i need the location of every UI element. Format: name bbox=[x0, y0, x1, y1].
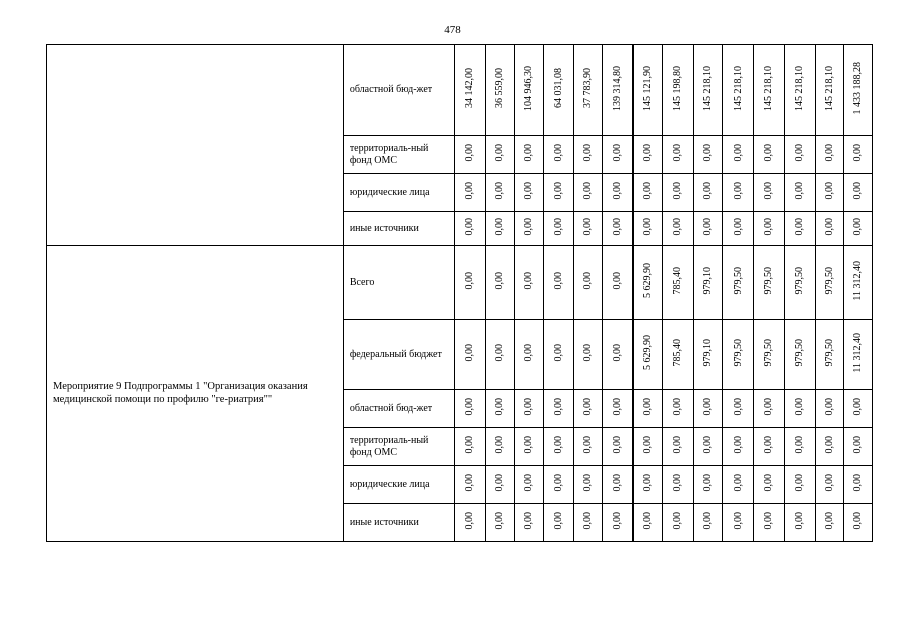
value-cell bbox=[784, 390, 815, 428]
value-cell bbox=[693, 504, 723, 542]
value-cell bbox=[455, 504, 486, 542]
value-text: 0,00 bbox=[611, 436, 623, 454]
value-text: 0,00 bbox=[793, 182, 805, 200]
value-cell bbox=[633, 212, 663, 246]
value-text: 0,00 bbox=[464, 512, 476, 530]
value-text: 0,00 bbox=[702, 398, 714, 416]
value-text: 0,00 bbox=[582, 512, 594, 530]
value-cell bbox=[455, 466, 486, 504]
value-text: 979,10 bbox=[702, 339, 714, 367]
value-text: 0,00 bbox=[852, 398, 864, 416]
value-cell bbox=[514, 246, 544, 320]
value-text: 0,00 bbox=[552, 182, 564, 200]
value-cell bbox=[693, 320, 723, 390]
value-text: 0,00 bbox=[464, 344, 476, 362]
value-text: 0,00 bbox=[494, 344, 506, 362]
value-text: 0,00 bbox=[464, 398, 476, 416]
value-text: 0,00 bbox=[552, 218, 564, 236]
value-cell bbox=[602, 390, 633, 428]
value-cell bbox=[693, 45, 723, 136]
value-text: 0,00 bbox=[732, 398, 744, 416]
value-text: 0,00 bbox=[852, 182, 864, 200]
value-text: 145 121,90 bbox=[642, 65, 654, 111]
value-cell bbox=[602, 174, 633, 212]
value-text: 0,00 bbox=[763, 218, 775, 236]
value-cell bbox=[723, 212, 754, 246]
value-cell bbox=[633, 504, 663, 542]
value-text: 145 218,10 bbox=[763, 65, 775, 111]
value-cell bbox=[663, 428, 694, 466]
value-cell bbox=[844, 136, 873, 174]
value-text: 979,10 bbox=[702, 267, 714, 295]
value-text: 0,00 bbox=[464, 144, 476, 162]
value-text: 0,00 bbox=[793, 512, 805, 530]
value-cell bbox=[693, 428, 723, 466]
value-text: 0,00 bbox=[523, 512, 535, 530]
value-cell bbox=[574, 212, 603, 246]
value-cell bbox=[455, 136, 486, 174]
funding-source-cell: иные источники bbox=[343, 504, 455, 542]
value-cell bbox=[486, 212, 515, 246]
value-cell bbox=[486, 174, 515, 212]
value-text: 0,00 bbox=[672, 512, 684, 530]
value-text: 0,00 bbox=[672, 474, 684, 492]
value-cell bbox=[815, 136, 844, 174]
value-text: 0,00 bbox=[464, 272, 476, 290]
value-text: 0,00 bbox=[642, 144, 654, 162]
value-text: 5 629,90 bbox=[642, 335, 654, 371]
value-cell bbox=[455, 212, 486, 246]
value-text: 145 218,10 bbox=[793, 65, 805, 111]
value-text: 0,00 bbox=[464, 436, 476, 454]
value-cell bbox=[486, 246, 515, 320]
value-cell bbox=[602, 45, 633, 136]
value-cell bbox=[486, 428, 515, 466]
value-cell bbox=[663, 246, 694, 320]
value-text: 0,00 bbox=[552, 144, 564, 162]
value-cell bbox=[784, 45, 815, 136]
funding-source-cell: юридические лица bbox=[343, 174, 455, 212]
value-cell bbox=[844, 320, 873, 390]
value-text: 0,00 bbox=[582, 144, 594, 162]
value-text: 0,00 bbox=[611, 398, 623, 416]
value-cell bbox=[455, 320, 486, 390]
value-cell bbox=[544, 246, 574, 320]
value-cell bbox=[574, 390, 603, 428]
page-number: 478 bbox=[444, 24, 461, 36]
value-text: 0,00 bbox=[494, 474, 506, 492]
value-cell bbox=[693, 212, 723, 246]
value-cell bbox=[602, 466, 633, 504]
value-text: 0,00 bbox=[464, 218, 476, 236]
value-text: 0,00 bbox=[823, 144, 835, 162]
value-text: 0,00 bbox=[582, 182, 594, 200]
value-text: 5 629,90 bbox=[642, 263, 654, 299]
value-cell bbox=[602, 504, 633, 542]
value-text: 0,00 bbox=[642, 474, 654, 492]
value-cell bbox=[693, 246, 723, 320]
value-text: 0,00 bbox=[582, 436, 594, 454]
value-text: 0,00 bbox=[611, 218, 623, 236]
value-text: 0,00 bbox=[672, 218, 684, 236]
value-cell bbox=[784, 320, 815, 390]
value-text: 0,00 bbox=[523, 272, 535, 290]
value-cell bbox=[723, 320, 754, 390]
value-cell bbox=[784, 466, 815, 504]
value-text: 0,00 bbox=[552, 474, 564, 492]
value-text: 64 031,08 bbox=[552, 68, 564, 109]
value-cell bbox=[574, 428, 603, 466]
event-cell: Мероприятие 9 Подпрограммы 1 "Организация оказания медицинской помощи по профилю "ге-риатрия"" bbox=[47, 246, 344, 542]
value-text: 0,00 bbox=[642, 398, 654, 416]
value-cell bbox=[633, 136, 663, 174]
value-text: 0,00 bbox=[823, 436, 835, 454]
value-text: 145 218,10 bbox=[823, 65, 835, 111]
value-cell bbox=[544, 428, 574, 466]
value-cell bbox=[544, 390, 574, 428]
value-cell bbox=[723, 428, 754, 466]
value-cell bbox=[514, 504, 544, 542]
value-text: 0,00 bbox=[523, 398, 535, 416]
value-text: 0,00 bbox=[763, 182, 775, 200]
value-text: 0,00 bbox=[464, 182, 476, 200]
value-text: 0,00 bbox=[732, 474, 744, 492]
value-text: 979,50 bbox=[823, 267, 835, 295]
value-cell bbox=[723, 136, 754, 174]
value-text: 0,00 bbox=[732, 512, 744, 530]
event-cell bbox=[47, 45, 344, 246]
value-cell bbox=[455, 246, 486, 320]
value-text: 0,00 bbox=[611, 474, 623, 492]
value-cell bbox=[663, 390, 694, 428]
value-cell bbox=[693, 174, 723, 212]
value-cell bbox=[754, 428, 785, 466]
value-text: 0,00 bbox=[494, 272, 506, 290]
value-cell bbox=[784, 174, 815, 212]
value-text: 0,00 bbox=[702, 182, 714, 200]
value-cell bbox=[514, 136, 544, 174]
value-cell bbox=[784, 428, 815, 466]
value-cell bbox=[663, 466, 694, 504]
value-cell bbox=[663, 504, 694, 542]
table-row bbox=[47, 45, 873, 136]
value-text: 0,00 bbox=[611, 144, 623, 162]
value-cell bbox=[663, 45, 694, 136]
value-text: 785,40 bbox=[672, 339, 684, 367]
value-cell bbox=[723, 466, 754, 504]
value-text: 1 433 188,28 bbox=[852, 62, 864, 115]
funding-source-cell: иные источники bbox=[343, 212, 455, 246]
funding-source-cell: территориаль-ный фонд ОМС bbox=[343, 136, 455, 174]
value-cell bbox=[486, 320, 515, 390]
value-cell bbox=[633, 390, 663, 428]
value-cell bbox=[844, 504, 873, 542]
funding-source-cell: областной бюд-жет bbox=[343, 45, 455, 136]
value-text: 0,00 bbox=[494, 512, 506, 530]
value-cell bbox=[633, 246, 663, 320]
value-text: 0,00 bbox=[552, 398, 564, 416]
value-cell bbox=[602, 212, 633, 246]
value-cell bbox=[544, 136, 574, 174]
value-cell bbox=[784, 246, 815, 320]
value-text: 0,00 bbox=[523, 182, 535, 200]
value-cell bbox=[784, 136, 815, 174]
value-cell bbox=[815, 466, 844, 504]
value-cell bbox=[455, 390, 486, 428]
value-cell bbox=[514, 174, 544, 212]
value-text: 0,00 bbox=[702, 218, 714, 236]
value-text: 0,00 bbox=[763, 398, 775, 416]
table-body bbox=[47, 45, 873, 542]
value-cell bbox=[844, 390, 873, 428]
value-text: 0,00 bbox=[823, 218, 835, 236]
value-cell bbox=[784, 504, 815, 542]
value-text: 0,00 bbox=[852, 218, 864, 236]
value-cell bbox=[544, 320, 574, 390]
funding-source-cell: областной бюд-жет bbox=[343, 390, 455, 428]
value-cell bbox=[574, 320, 603, 390]
value-text: 37 783,90 bbox=[582, 68, 594, 109]
value-text: 0,00 bbox=[552, 436, 564, 454]
value-text: 0,00 bbox=[494, 436, 506, 454]
value-text: 979,50 bbox=[823, 339, 835, 367]
value-cell bbox=[574, 466, 603, 504]
value-text: 0,00 bbox=[672, 144, 684, 162]
value-cell bbox=[693, 390, 723, 428]
value-cell bbox=[815, 212, 844, 246]
value-cell bbox=[602, 246, 633, 320]
value-cell bbox=[754, 320, 785, 390]
value-cell bbox=[486, 45, 515, 136]
value-text: 0,00 bbox=[823, 182, 835, 200]
value-text: 0,00 bbox=[823, 512, 835, 530]
value-cell bbox=[602, 136, 633, 174]
table-row bbox=[47, 246, 873, 320]
value-text: 0,00 bbox=[793, 436, 805, 454]
funding-source-cell: Всего bbox=[343, 246, 455, 320]
value-cell bbox=[815, 428, 844, 466]
value-text: 0,00 bbox=[552, 272, 564, 290]
value-cell bbox=[544, 45, 574, 136]
value-text: 979,50 bbox=[732, 267, 744, 295]
value-text: 0,00 bbox=[702, 512, 714, 530]
value-text: 36 559,00 bbox=[494, 68, 506, 109]
value-text: 0,00 bbox=[582, 344, 594, 362]
value-text: 0,00 bbox=[793, 474, 805, 492]
value-cell bbox=[574, 174, 603, 212]
value-cell bbox=[602, 320, 633, 390]
value-cell bbox=[844, 466, 873, 504]
value-text: 34 142,00 bbox=[464, 68, 476, 109]
value-text: 0,00 bbox=[582, 474, 594, 492]
value-text: 0,00 bbox=[702, 436, 714, 454]
value-cell bbox=[544, 466, 574, 504]
value-text: 0,00 bbox=[672, 436, 684, 454]
value-cell bbox=[844, 428, 873, 466]
value-text: 0,00 bbox=[702, 144, 714, 162]
value-cell bbox=[693, 136, 723, 174]
value-cell bbox=[574, 246, 603, 320]
value-cell bbox=[574, 136, 603, 174]
value-cell bbox=[844, 174, 873, 212]
value-cell bbox=[544, 504, 574, 542]
value-text: 0,00 bbox=[852, 512, 864, 530]
value-text: 0,00 bbox=[523, 474, 535, 492]
value-cell bbox=[486, 504, 515, 542]
value-cell bbox=[514, 45, 544, 136]
value-cell bbox=[514, 466, 544, 504]
value-cell bbox=[754, 45, 785, 136]
value-text: 0,00 bbox=[523, 218, 535, 236]
value-text: 979,50 bbox=[793, 267, 805, 295]
value-cell bbox=[602, 428, 633, 466]
value-text: 0,00 bbox=[523, 436, 535, 454]
value-text: 0,00 bbox=[523, 344, 535, 362]
value-text: 785,40 bbox=[672, 267, 684, 295]
value-cell bbox=[723, 246, 754, 320]
value-cell bbox=[514, 428, 544, 466]
value-cell bbox=[723, 504, 754, 542]
value-text: 0,00 bbox=[552, 512, 564, 530]
value-cell bbox=[663, 320, 694, 390]
value-cell bbox=[784, 212, 815, 246]
value-text: 104 946,30 bbox=[523, 65, 535, 111]
value-text: 0,00 bbox=[732, 182, 744, 200]
value-text: 11 312,40 bbox=[852, 332, 864, 373]
value-text: 979,50 bbox=[763, 267, 775, 295]
value-text: 0,00 bbox=[763, 436, 775, 454]
value-cell bbox=[455, 45, 486, 136]
value-cell bbox=[754, 466, 785, 504]
value-text: 0,00 bbox=[494, 182, 506, 200]
value-text: 0,00 bbox=[852, 436, 864, 454]
value-cell bbox=[815, 246, 844, 320]
value-text: 0,00 bbox=[582, 272, 594, 290]
value-cell bbox=[815, 320, 844, 390]
value-text: 0,00 bbox=[494, 398, 506, 416]
value-cell bbox=[815, 174, 844, 212]
value-text: 0,00 bbox=[582, 398, 594, 416]
value-text: 0,00 bbox=[852, 474, 864, 492]
value-cell bbox=[754, 136, 785, 174]
value-text: 0,00 bbox=[642, 182, 654, 200]
value-text: 139 314,80 bbox=[611, 65, 623, 111]
value-text: 0,00 bbox=[642, 512, 654, 530]
value-cell bbox=[844, 212, 873, 246]
budget-table bbox=[46, 44, 873, 542]
value-cell bbox=[455, 428, 486, 466]
value-text: 0,00 bbox=[552, 344, 564, 362]
value-text: 0,00 bbox=[494, 144, 506, 162]
value-cell bbox=[455, 174, 486, 212]
value-cell bbox=[723, 390, 754, 428]
value-text: 0,00 bbox=[793, 144, 805, 162]
value-cell bbox=[844, 45, 873, 136]
value-text: 0,00 bbox=[823, 474, 835, 492]
value-text: 0,00 bbox=[852, 144, 864, 162]
value-cell bbox=[544, 212, 574, 246]
value-text: 145 198,80 bbox=[672, 65, 684, 111]
value-text: 0,00 bbox=[611, 344, 623, 362]
value-cell bbox=[633, 45, 663, 136]
value-text: 979,50 bbox=[763, 339, 775, 367]
value-text: 0,00 bbox=[793, 398, 805, 416]
value-cell bbox=[754, 174, 785, 212]
value-text: 0,00 bbox=[494, 218, 506, 236]
value-text: 0,00 bbox=[763, 474, 775, 492]
value-text: 0,00 bbox=[763, 144, 775, 162]
value-cell bbox=[574, 504, 603, 542]
value-cell bbox=[574, 45, 603, 136]
value-text: 145 218,10 bbox=[732, 65, 744, 111]
value-text: 0,00 bbox=[732, 218, 744, 236]
value-text: 979,50 bbox=[793, 339, 805, 367]
value-cell bbox=[633, 428, 663, 466]
value-text: 0,00 bbox=[763, 512, 775, 530]
value-text: 0,00 bbox=[672, 182, 684, 200]
value-cell bbox=[815, 45, 844, 136]
value-text: 0,00 bbox=[642, 218, 654, 236]
funding-source-cell: территориаль-ный фонд ОМС bbox=[343, 428, 455, 466]
value-text: 0,00 bbox=[611, 182, 623, 200]
value-cell bbox=[633, 174, 663, 212]
value-cell bbox=[514, 320, 544, 390]
value-cell bbox=[754, 212, 785, 246]
value-text: 11 312,40 bbox=[852, 260, 864, 301]
value-cell bbox=[663, 174, 694, 212]
value-text: 145 218,10 bbox=[702, 65, 714, 111]
funding-source-cell: юридические лица bbox=[343, 466, 455, 504]
value-cell bbox=[723, 45, 754, 136]
value-text: 0,00 bbox=[732, 436, 744, 454]
value-text: 0,00 bbox=[793, 218, 805, 236]
value-cell bbox=[544, 174, 574, 212]
value-text: 0,00 bbox=[672, 398, 684, 416]
value-text: 0,00 bbox=[642, 436, 654, 454]
value-cell bbox=[486, 136, 515, 174]
funding-source-cell: федеральный бюджет bbox=[343, 320, 455, 390]
value-text: 0,00 bbox=[523, 144, 535, 162]
value-cell bbox=[754, 246, 785, 320]
value-text: 979,50 bbox=[732, 339, 744, 367]
value-cell bbox=[486, 390, 515, 428]
value-text: 0,00 bbox=[823, 398, 835, 416]
value-text: 0,00 bbox=[582, 218, 594, 236]
value-cell bbox=[754, 390, 785, 428]
value-cell bbox=[663, 136, 694, 174]
value-cell bbox=[723, 174, 754, 212]
value-cell bbox=[693, 466, 723, 504]
value-text: 0,00 bbox=[732, 144, 744, 162]
value-cell bbox=[514, 212, 544, 246]
value-text: 0,00 bbox=[702, 474, 714, 492]
value-cell bbox=[633, 320, 663, 390]
value-cell bbox=[815, 504, 844, 542]
value-cell bbox=[844, 246, 873, 320]
value-cell bbox=[815, 390, 844, 428]
value-cell bbox=[486, 466, 515, 504]
value-text: 0,00 bbox=[611, 512, 623, 530]
value-cell bbox=[633, 466, 663, 504]
value-text: 0,00 bbox=[464, 474, 476, 492]
value-text: 0,00 bbox=[611, 272, 623, 290]
value-cell bbox=[754, 504, 785, 542]
value-cell bbox=[514, 390, 544, 428]
value-cell bbox=[663, 212, 694, 246]
